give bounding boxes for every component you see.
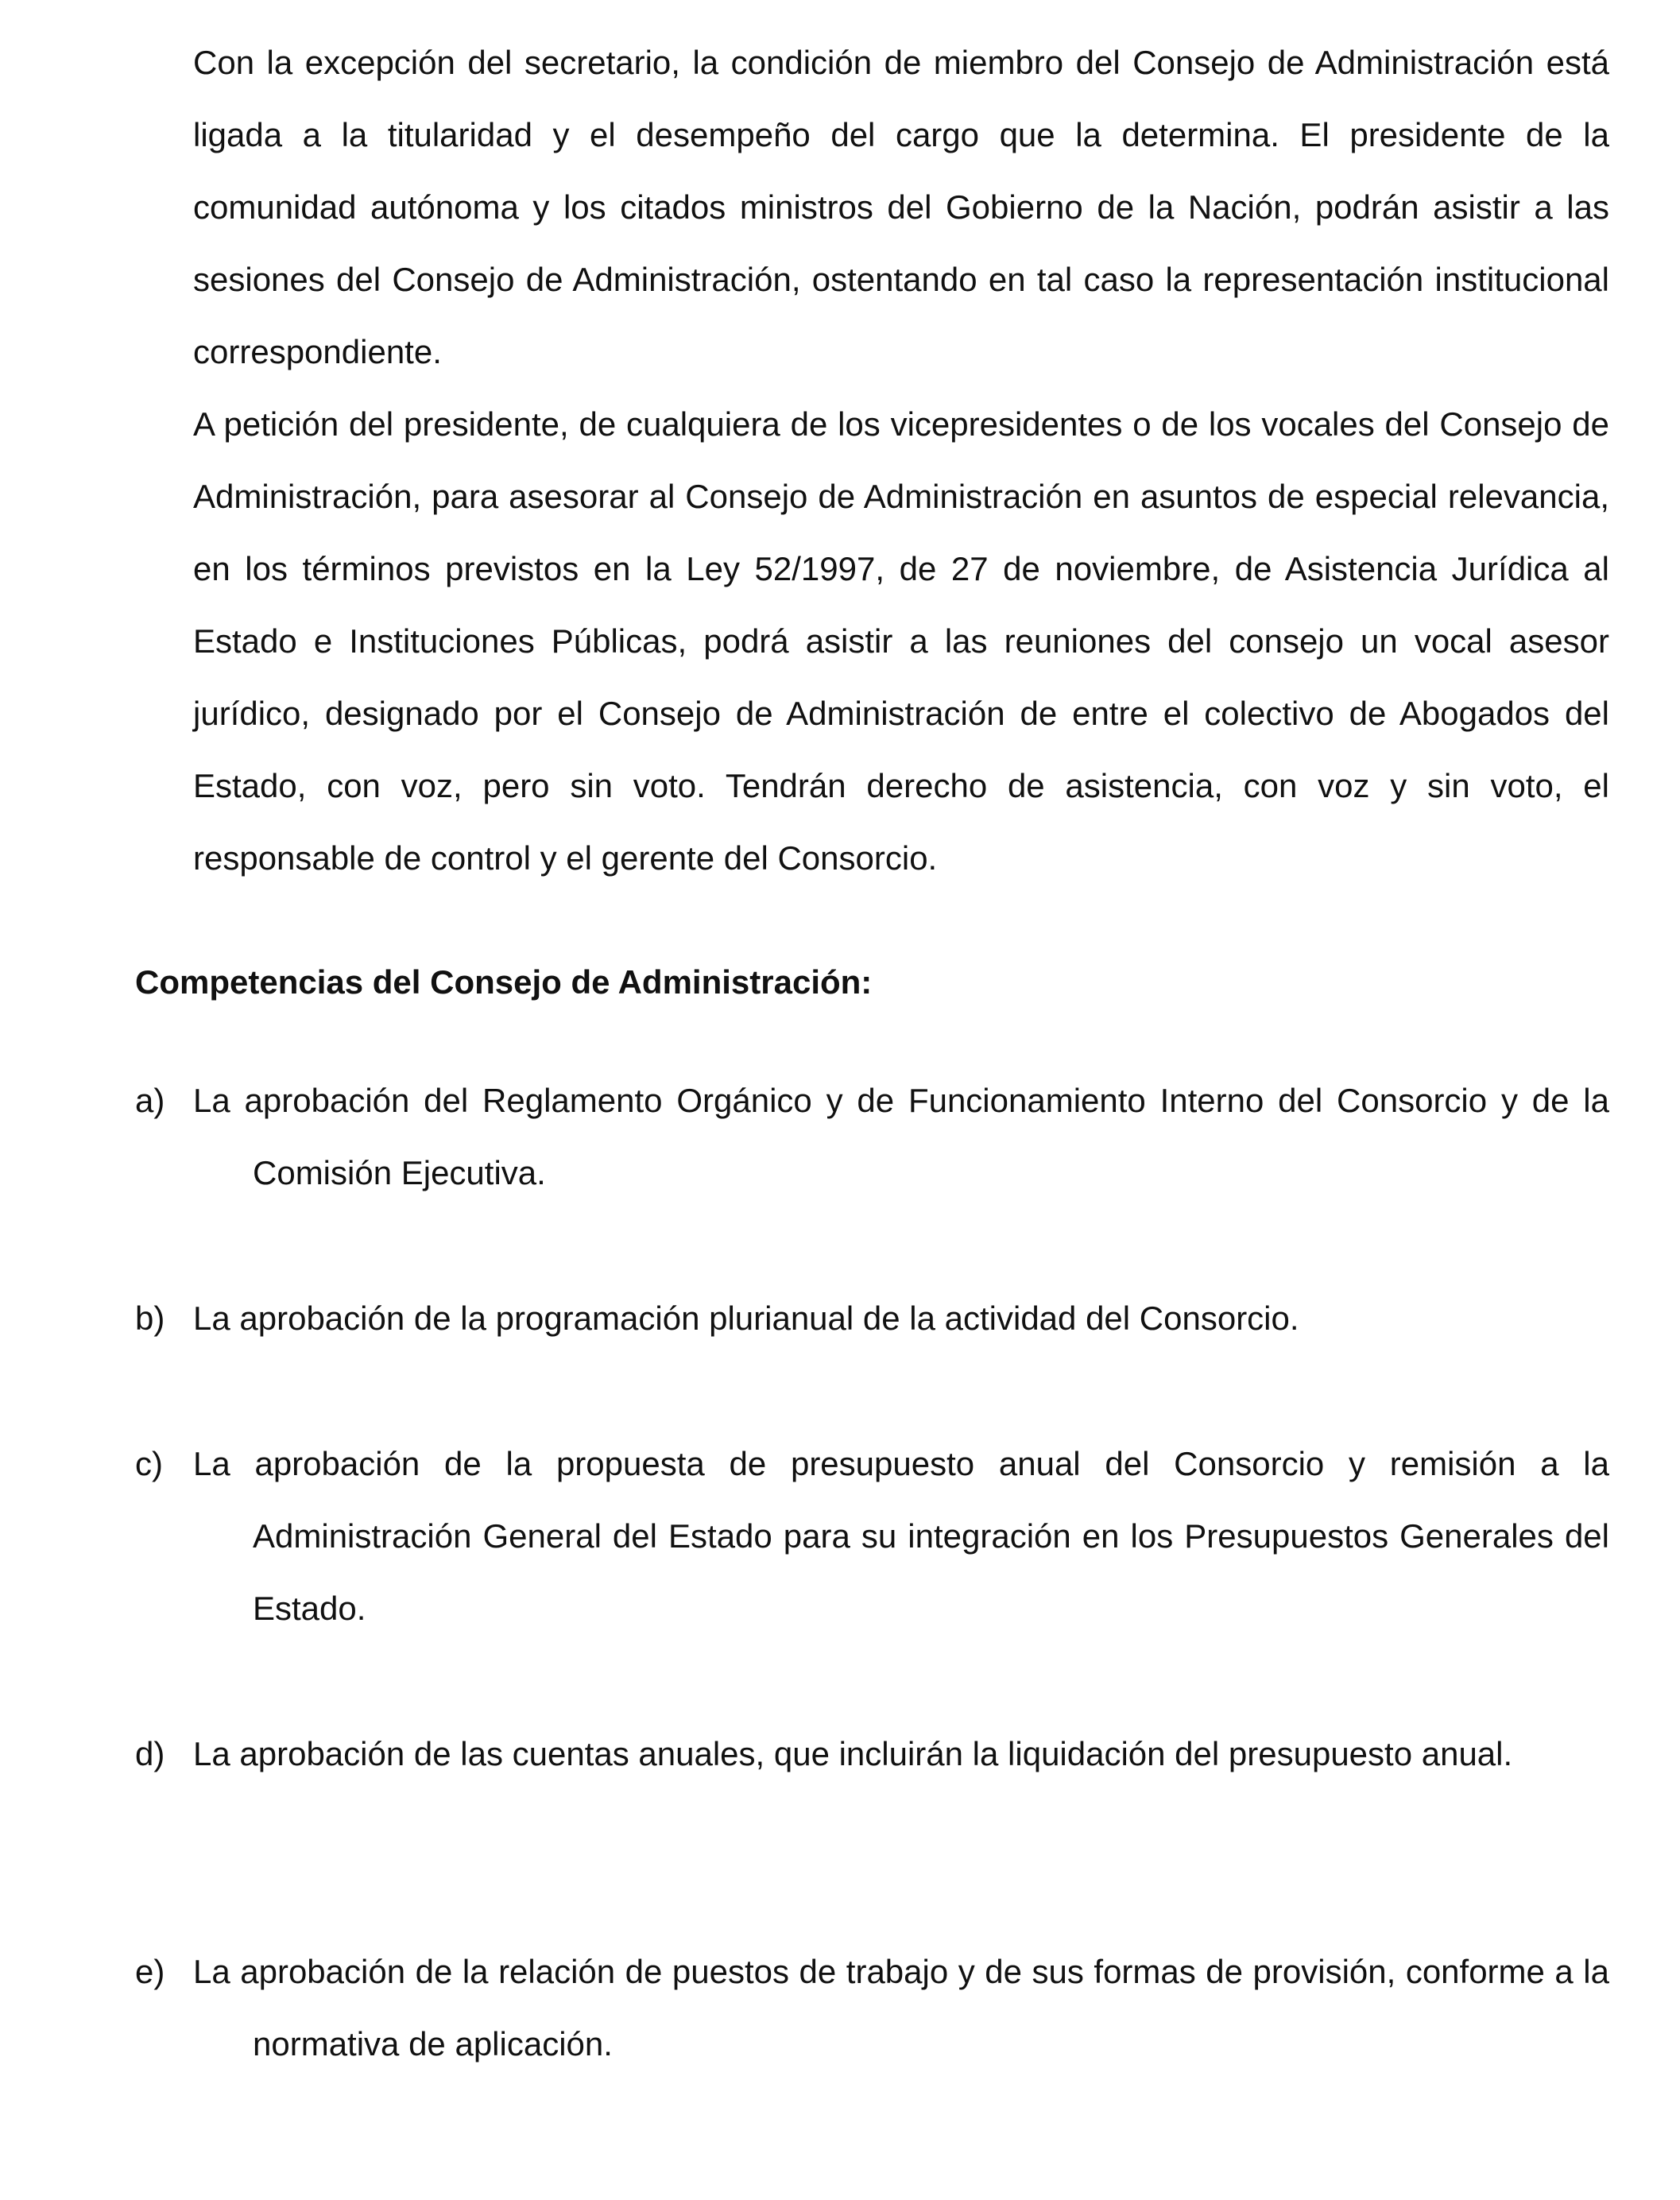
list-item [135,1282,1609,1354]
section-heading: Competencias del Consejo de Administración: [135,963,873,1001]
list-marker: a) [135,1082,165,1119]
list-item [135,1935,1609,2080]
list-marker: d) [135,1735,165,1772]
list-item-text: La aprobación de la programación plurianual de la actividad del Consorcio. [193,1299,1299,1337]
list-marker: e) [135,1953,165,1990]
list-item [135,1718,1609,1790]
list-item [135,1427,1609,1644]
list-item-text: La aprobación de la relación de puestos de trabajo y de sus formas de provisión, conforme a la normativa de aplicación. [193,1953,1609,2062]
list-item [135,1064,1609,1209]
list-marker: c) [135,1445,163,1482]
list-item-text: La aprobación de las cuentas anuales, que incluirán la liquidación del presupuesto anual. [193,1735,1513,1772]
list-item-text: La aprobación del Reglamento Orgánico y de Funcionamiento Interno del Consorcio y de la Comisión Ejecutiva. [193,1082,1609,1191]
body-paragraph: Con la excepción del secretario, la condición de miembro del Consejo de Administración está ligada a la titularidad y el desempeño del cargo que la determina. El presidente de la comunidad autónoma y los citados ministros del Gobierno de la Nación, podrán asistir a las sesiones del Consejo de Administración, ostentando en tal caso la representación institucional correspondiente. [193,44,1609,370]
body-paragraph: A petición del presidente, de cualquiera de los vicepresidentes o de los vocales del Consejo de Administración, para asesorar al Consejo de Administración en asuntos de especial relevancia, en los términos previstos en la Ley 52/1997, de 27 de noviembre, de Asistencia Jurídica al Estado e Instituciones Públicas, podrá asistir a las reuniones del consejo un vocal asesor jurídico, designado por el Consejo de Administración de entre el colectivo de Abogados del Estado, con voz, pero sin voto. Tendrán derecho de asistencia, con voz y sin voto, el responsable de control y el gerente del Consorcio. [193,405,1609,877]
list-item-text: La aprobación de la propuesta de presupuesto anual del Consorcio y remisión a la Administración General del Estado para su integración en los Presupuestos Generales del Estado. [193,1445,1609,1627]
list-marker: b) [135,1299,165,1337]
